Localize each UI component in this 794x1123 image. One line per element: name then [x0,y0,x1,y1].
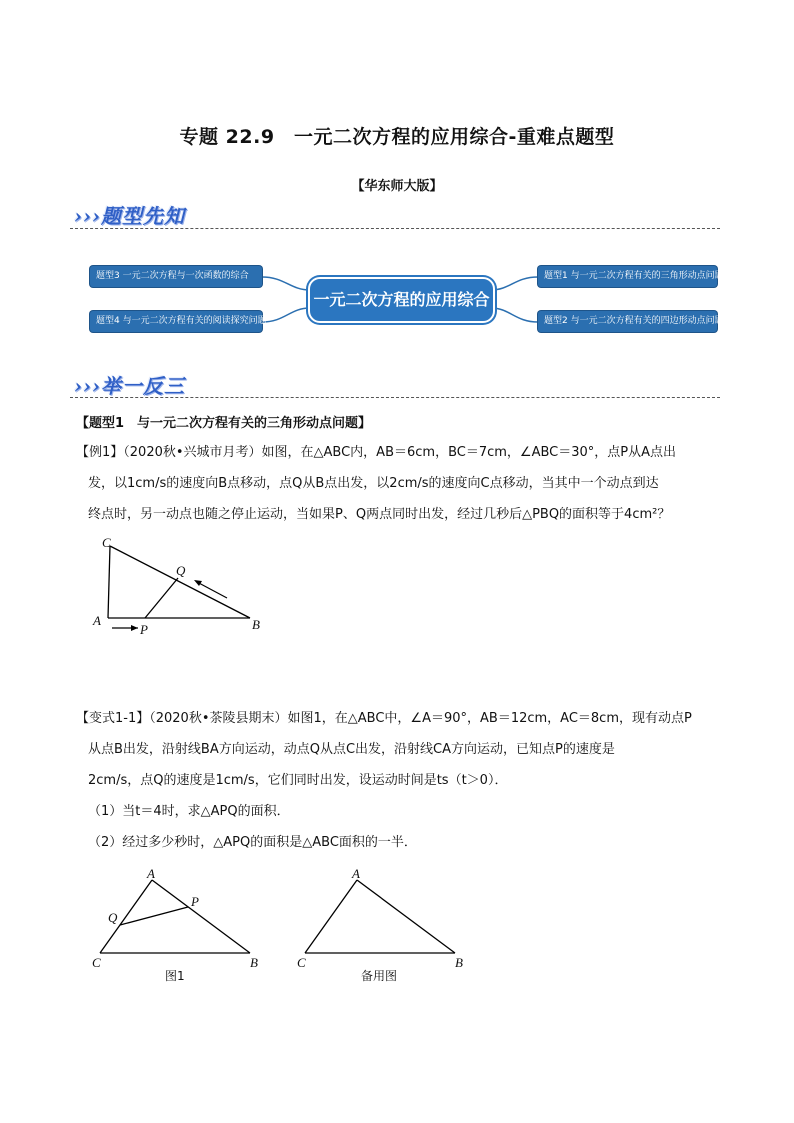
fig1-label-B: B [250,955,258,970]
mindmap-left-top: 题型3 一元二次方程与一次函数的综合 [90,266,262,287]
fig2-label-B: B [455,955,463,970]
mindmap-center: 一元二次方程的应用综合 [308,277,495,323]
banner-examples: ›››举一反三 [74,374,185,398]
variant1-q1: （1）当t＝4时，求△APQ的面积． [88,804,290,819]
fig1-caption: 图1 [165,969,185,983]
fig2-label-C: C [297,955,306,970]
divider [70,397,720,398]
variant1-line1: 【变式1-1】（2020秋•茶陵县期末）如图1，在△ABC中，∠A＝90°，AB＝12cm，AC＝8cm，现有动点P [76,711,692,726]
mindmap-right-top: 题型1 与一元二次方程有关的三角形动点问题 [538,266,717,287]
fig1-label-P: P [191,894,199,909]
variant1-line2: 从点B出发，沿射线BA方向运动，动点Q从点C出发，沿射线CA方向运动，已知点P的速度是 [88,742,615,757]
mindmap-connectors [0,0,794,400]
page-title: 专题 22.9 一元二次方程的应用综合-重难点题型 [179,126,615,148]
section-heading: 【题型1 与一元二次方程有关的三角形动点问题】 [76,416,372,431]
fig1-label-C: C [92,955,101,970]
example1-text [76,437,736,530]
mindmap-left-bottom: 题型4 与一元二次方程有关的阅读探究问题 [90,311,262,332]
fig-label-B: B [252,617,260,632]
example1-line2: 发，以1cm/s的速度向B点移动，点Q从B点出发，以2cm/s的速度向C点移动，当其中一个动点到达 [88,476,659,491]
fig-label-A: A [93,613,101,628]
fig2-label-A: A [352,866,360,881]
page-subtitle: 【华东师大版】 [351,179,443,194]
fig-label-P: P [140,622,148,637]
variant1-q2: （2）经过多少秒时，△APQ的面积是△ABC面积的一半． [88,835,417,850]
example1-line3: 终点时，另一动点也随之停止运动，当如果P、Q两点同时出发，经过几秒后△PBQ的面积等于4cm²？ [88,507,671,522]
fig-label-C: C [102,535,111,550]
fig-label-Q: Q [176,563,186,578]
variant1-figure2 [295,868,470,963]
mindmap-right-bottom: 题型2 与一元二次方程有关的四边形动点问题 [538,311,717,332]
example1-line1: 【例1】（2020秋•兴城市月考）如图，在△ABC内，AB＝6cm，BC＝7cm，∠ABC＝30°，点P从A点出 [76,445,677,460]
banner-question-types: ›››题型先知 [74,204,185,228]
variant1-text [76,703,746,858]
fig2-caption: 备用图 [361,969,398,983]
fig1-label-A: A [147,866,155,881]
variant1-line3: 2cm/s，点Q的速度是1cm/s，它们同时出发，设运动时间是ts（t＞0）． [88,773,508,788]
fig1-label-Q: Q [108,910,118,925]
